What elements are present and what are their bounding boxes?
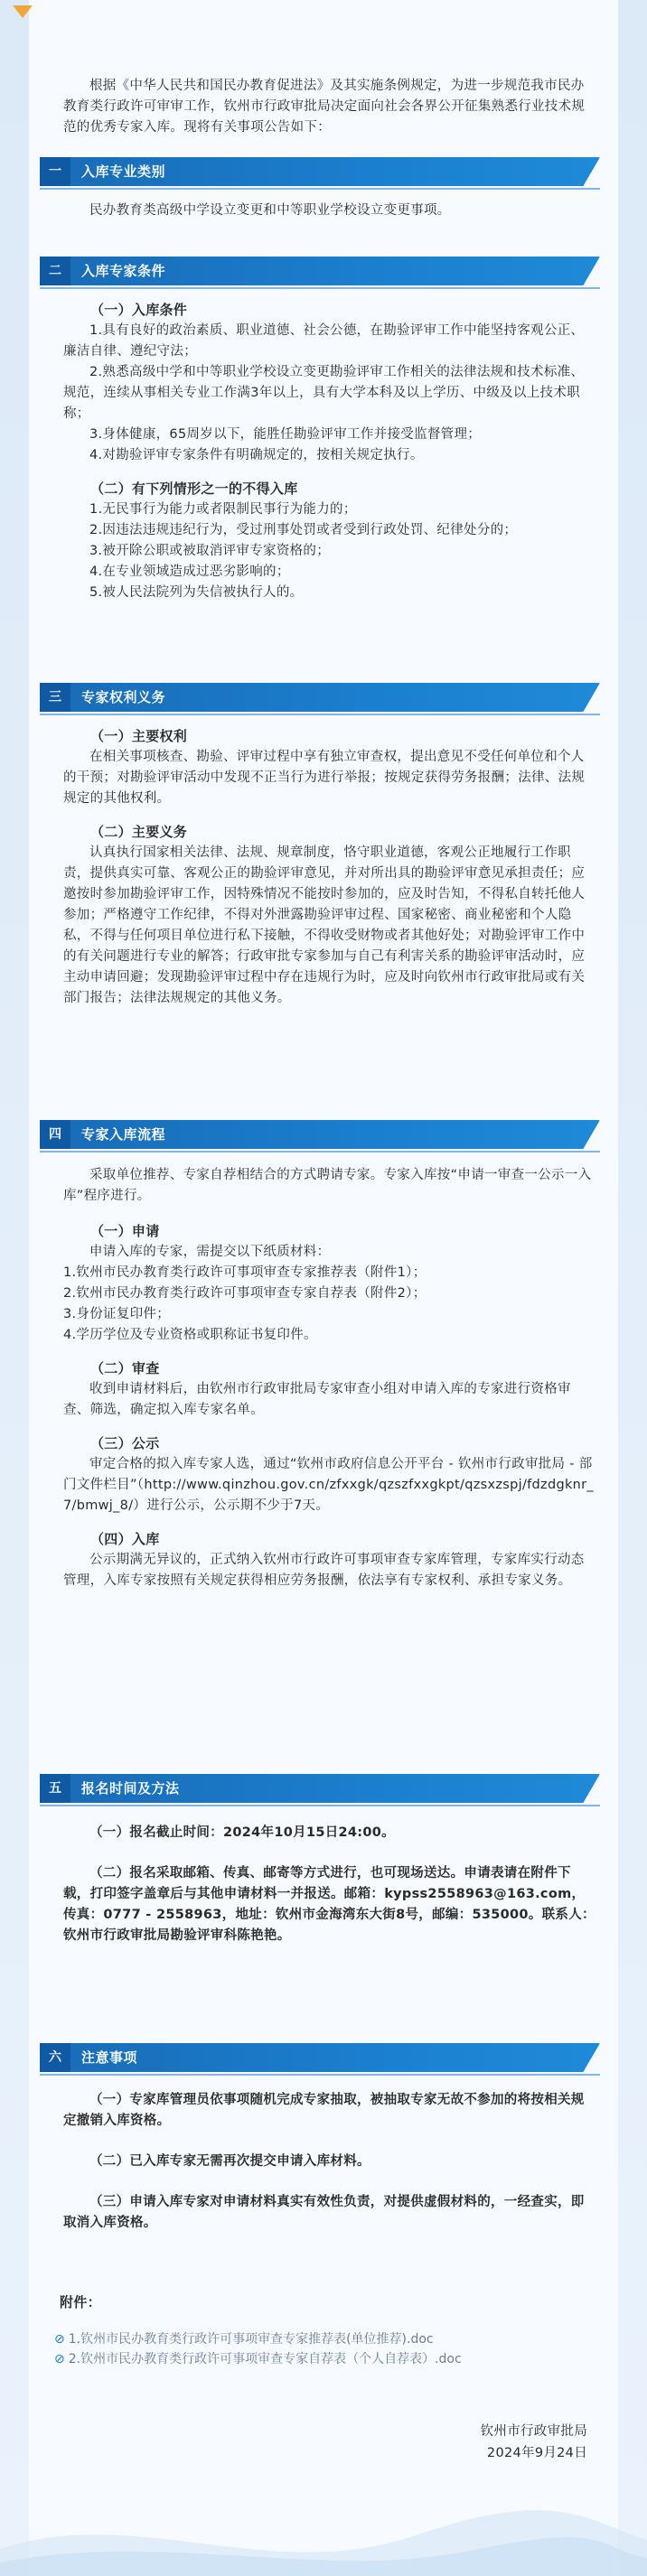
signature (361, 2421, 587, 2464)
paperclip-icon: ⊘ (54, 2332, 65, 2347)
section-number: 五 (40, 1774, 70, 1803)
section-title: 注意事项 (81, 2049, 138, 2066)
subheading: （二）主要义务 (90, 824, 188, 840)
section-title: 报名时间及方法 (81, 1780, 180, 1797)
attachments (54, 2292, 587, 2369)
section-1-body: 民办教育类高级中学设立变更和中等职业学校设立变更事项。 (89, 203, 451, 218)
section-2-body: （一）入库条件 1.具有良好的政治素质、职业道德、社会公德，在勘验评审工作中能坚持客观公正、廉洁自律、遵纪守法； 2.熟悉高级中学和中等职业学校设立变更勘验评审工作相关的法律法规和技术标准、规范，连续从事相关专业工作满3年以上，具有大学本科及以上学历、中级及以上技术职称； 3.身体健康，65周岁以下，能胜任勘验评审工作并接受监督管理； 4.对勘验评审专家条件有明确规定的，按相关规定执行。 （二）有下列情形之一的不得入库 1.无民事行为能力或者限制民事行为能力的； 2.因违法违规违纪行为，受过刑事处罚或者受到行政处罚、纪律处分的； 3.被开除公职或被取消评审专家资格的； 4.在专业领域造成过恶劣影响的； 5.被人民法院列为失信被执行人的。 (63, 300, 596, 603)
section-number: 四 (40, 1120, 70, 1149)
section-number: 一 (40, 157, 70, 186)
section-header-6 (40, 2043, 600, 2072)
section-title: 专家入库流程 (81, 1126, 166, 1143)
section-number: 二 (40, 257, 70, 285)
intro-paragraph: 根据《中华人民共和国民办教育促进法》及其实施条例规定，为进一步规范我市民办教育类行政许可审审工作，钦州市行政审批局决定面向社会各界公开征集熟悉行业技术规范的优秀专家入库。现将有关事项公告如下： (63, 79, 586, 135)
section-number: 六 (40, 2043, 70, 2072)
paperclip-icon: ⊘ (54, 2352, 65, 2366)
section-header-3 (40, 683, 600, 712)
section-header-1 (40, 157, 600, 186)
wave-decoration (0, 2486, 647, 2576)
section-4-body: 采取单位推荐、专家自荐相结合的方式聘请专家。专家入库按“申请一审查一公示一入库”程序进行。 （一）申请 申请入库的专家，需提交以下纸质材料： 1.钦州市民办教育类行政许可事项审查专家推荐表（附件1）； 2.钦州市民办教育类行政许可事项审查专家自荐表（附件2）； 3.身份证复印件； 4.学历学位及专业资格或职称证书复印件。 （二）审查 收到申请材料后，由钦州市行政审批局专家审查小组对申请入库的专家进行资格审查、筛选，确定拟入库专家名单。 （三）公示 审定合格的拟入库专家人选，通过“钦州市政府信息公开平台 - 钦州市行政审批局 - 部门文件栏目”（http://www.qinzhou.gov.cn/zfxxgk/qzszfxxgkpt/qzsxzspj/fdzdgknr_7/bmwj_8/）进行公示，公示期不少于7天。 （四）入库 公示期满无异议的，正式纳入钦州市行政许可事项审查专家库管理，专家库实行动态管理，入库专家按照有关规定获得相应劳务报酬，依法享有专家权利、承担专家义务。 (63, 1165, 596, 1591)
corner-mark-icon (13, 5, 33, 18)
section-3-body: （一）主要权利 在相关事项核查、勘验、评审过程中享有独立审查权，提出意见不受任何单位和个人的干预；对勘验评审活动中发现不正当行为进行举报；按规定获得劳务报酬；法律、法规规定的其他权利。 （二）主要义务 认真执行国家相关法律、法规、规章制度，恪守职业道德，客观公正地履行工作职责，提供真实可靠、客观公正的勘验评审意见，并对所出具的勘验评审意见承担责任；应邀按时参加勘验评审工作，因特殊情况不能按时参加的，应及时告知，不得私自转托他人参加；严格遵守工作纪律，不得对外泄露勘验评审过程、国家秘密、商业秘密和个人隐私，不得与任何项目单位进行私下接触，不得收受财物或者其他好处；对勘验评审工作中的有关问题进行专业的解答；行政审批专家参加与自己有利害关系的勘验评审活动时，应主动申请回避；发现勘验评审过程中存在违规行为时，应及时向钦州市行政审批局或有关部门报告；法律法规规定的其他义务。 (63, 726, 596, 1009)
section-title: 入库专业类别 (81, 163, 166, 180)
attachment-link[interactable]: ⊘ 1.钦州市民办教育类行政许可事项审查专家推荐表(单位推荐).doc (54, 2332, 434, 2347)
signature-org: 钦州市行政审批局 (480, 2424, 587, 2439)
subheading: （一）主要权利 (90, 728, 188, 744)
subheading: （一）申请 (90, 1223, 160, 1239)
subheading: （二）有下列情形之一的不得入库 (90, 481, 298, 497)
attachments-label: 附件： (60, 2294, 101, 2310)
signature-date: 2024年9月24日 (486, 2446, 587, 2460)
section-6-body: （一）专家库管理员依事项随机完成专家抽取，被抽取专家无故不参加的将按相关规定撤销入库资格。 （二）已入库专家无需再次提交申请入库材料。 （三）申请入库专家对申请材料真实有效性负责，对提供虚假材料的，一经查实，即取消入库资格。 (63, 2093, 585, 2230)
subheading: （三）公示 (90, 1435, 160, 1451)
subheading: （四）入库 (90, 1531, 160, 1547)
right-decoration (614, 0, 647, 2576)
subheading: （一）入库条件 (90, 302, 188, 318)
section-header-4 (40, 1120, 600, 1149)
section-title: 专家权利义务 (81, 689, 166, 705)
section-5-body: （一）报名截止时间：2024年10月15日24:00。 （二）报名采取邮箱、传真、邮寄等方式进行，也可现场送达。申请表请在附件下载，打印签字盖章后与其他申请材料一并报送。邮箱：kypss2558963@163.com，传真：0777 - 2558963，地址：钦州市金海湾东大街8号，邮编：535000。联系人：钦州市行政审批局勘验评审科陈艳艳。 (63, 1825, 595, 1943)
subheading: （二）审查 (90, 1360, 160, 1377)
section-number: 三 (40, 683, 70, 712)
left-decoration (0, 0, 33, 2576)
attachment-link[interactable]: ⊘ 2.钦州市民办教育类行政许可事项审查专家自荐表（个人自荐表）.doc (54, 2352, 462, 2366)
section-header-2 (40, 257, 600, 285)
section-header-5 (40, 1774, 600, 1803)
section-title: 入库专家条件 (81, 263, 166, 279)
